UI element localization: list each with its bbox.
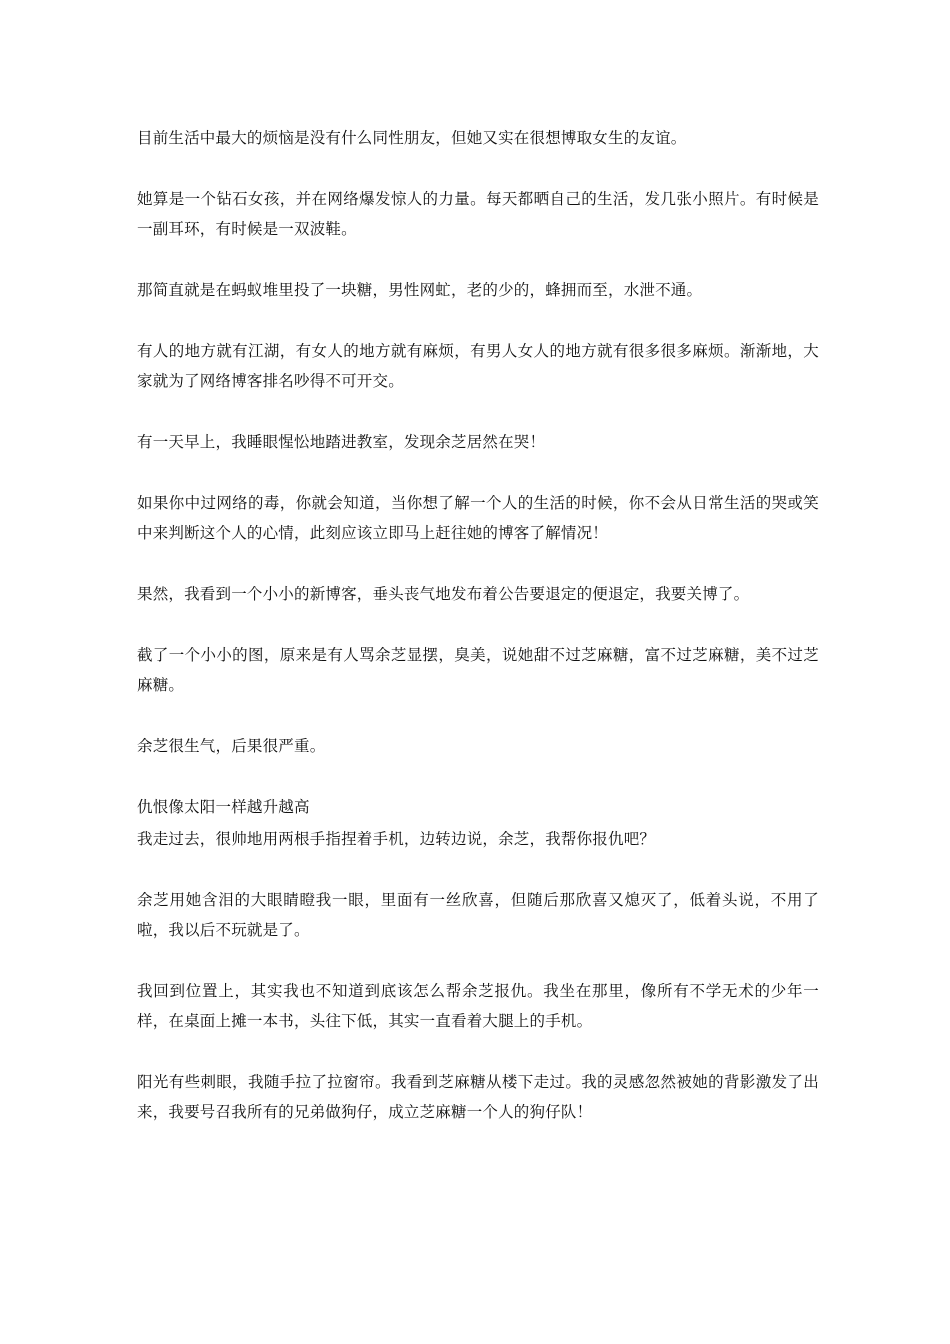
document-body [137, 123, 819, 1127]
paragraph-3: 那简直就是在蚂蚁堆里投了一块糖，男性网虻，老的少的，蜂拥而至，水泄不通。 [137, 281, 703, 299]
paragraph-7: 果然，我看到一个小小的新博客，垂头丧气地发布着公告要退定的便退定，我要关博了。 [137, 585, 750, 603]
paragraph-10: 仇恨像太阳一样越升越高 [137, 798, 310, 816]
paragraph-12: 余芝用她含泪的大眼睛瞪我一眼，里面有一丝欣喜，但随后那欣喜又熄灭了，低着头说，不用了啦，我以后不玩就是了。 [137, 891, 819, 939]
paragraph-4: 有人的地方就有江湖，有女人的地方就有麻烦，有男人女人的地方就有很多很多麻烦。渐渐地，大家就为了网络博客排名吵得不可开交。 [137, 342, 819, 390]
paragraph-9: 余芝很生气，后果很严重。 [137, 737, 326, 755]
paragraph-1: 目前生活中最大的烦恼是没有什么同性朋友，但她又实在很想博取女生的友谊。 [137, 129, 687, 147]
paragraph-8: 截了一个小小的图，原来是有人骂余芝显摆，臭美，说她甜不过芝麻糖，富不过芝麻糖，美不过芝麻糖。 [137, 646, 819, 694]
paragraph-11: 我走过去，很帅地用两根手指捏着手机，边转边说，余芝，我帮你报仇吧？ [137, 830, 656, 848]
paragraph-13: 我回到位置上，其实我也不知道到底该怎么帮余芝报仇。我坐在那里，像所有不学无术的少年一样，在桌面上摊一本书，头往下低，其实一直看着大腿上的手机。 [137, 982, 819, 1030]
paragraph-14: 阳光有些刺眼，我随手拉了拉窗帘。我看到芝麻糖从楼下走过。我的灵感忽然被她的背影激发了出来，我要号召我所有的兄弟做狗仔，成立芝麻糖一个人的狗仔队！ [137, 1073, 819, 1121]
paragraph-5: 有一天早上，我睡眼惺忪地踏进教室，发现余芝居然在哭！ [137, 433, 546, 451]
paragraph-2: 她算是一个钻石女孩，并在网络爆发惊人的力量。每天都晒自己的生活，发几张小照片。有时候是一副耳环，有时候是一双波鞋。 [137, 190, 819, 238]
paragraph-6: 如果你中过网络的毒，你就会知道，当你想了解一个人的生活的时候，你不会从日常生活的哭或笑中来判断这个人的心情，此刻应该立即马上赶往她的博客了解情况！ [137, 494, 819, 542]
